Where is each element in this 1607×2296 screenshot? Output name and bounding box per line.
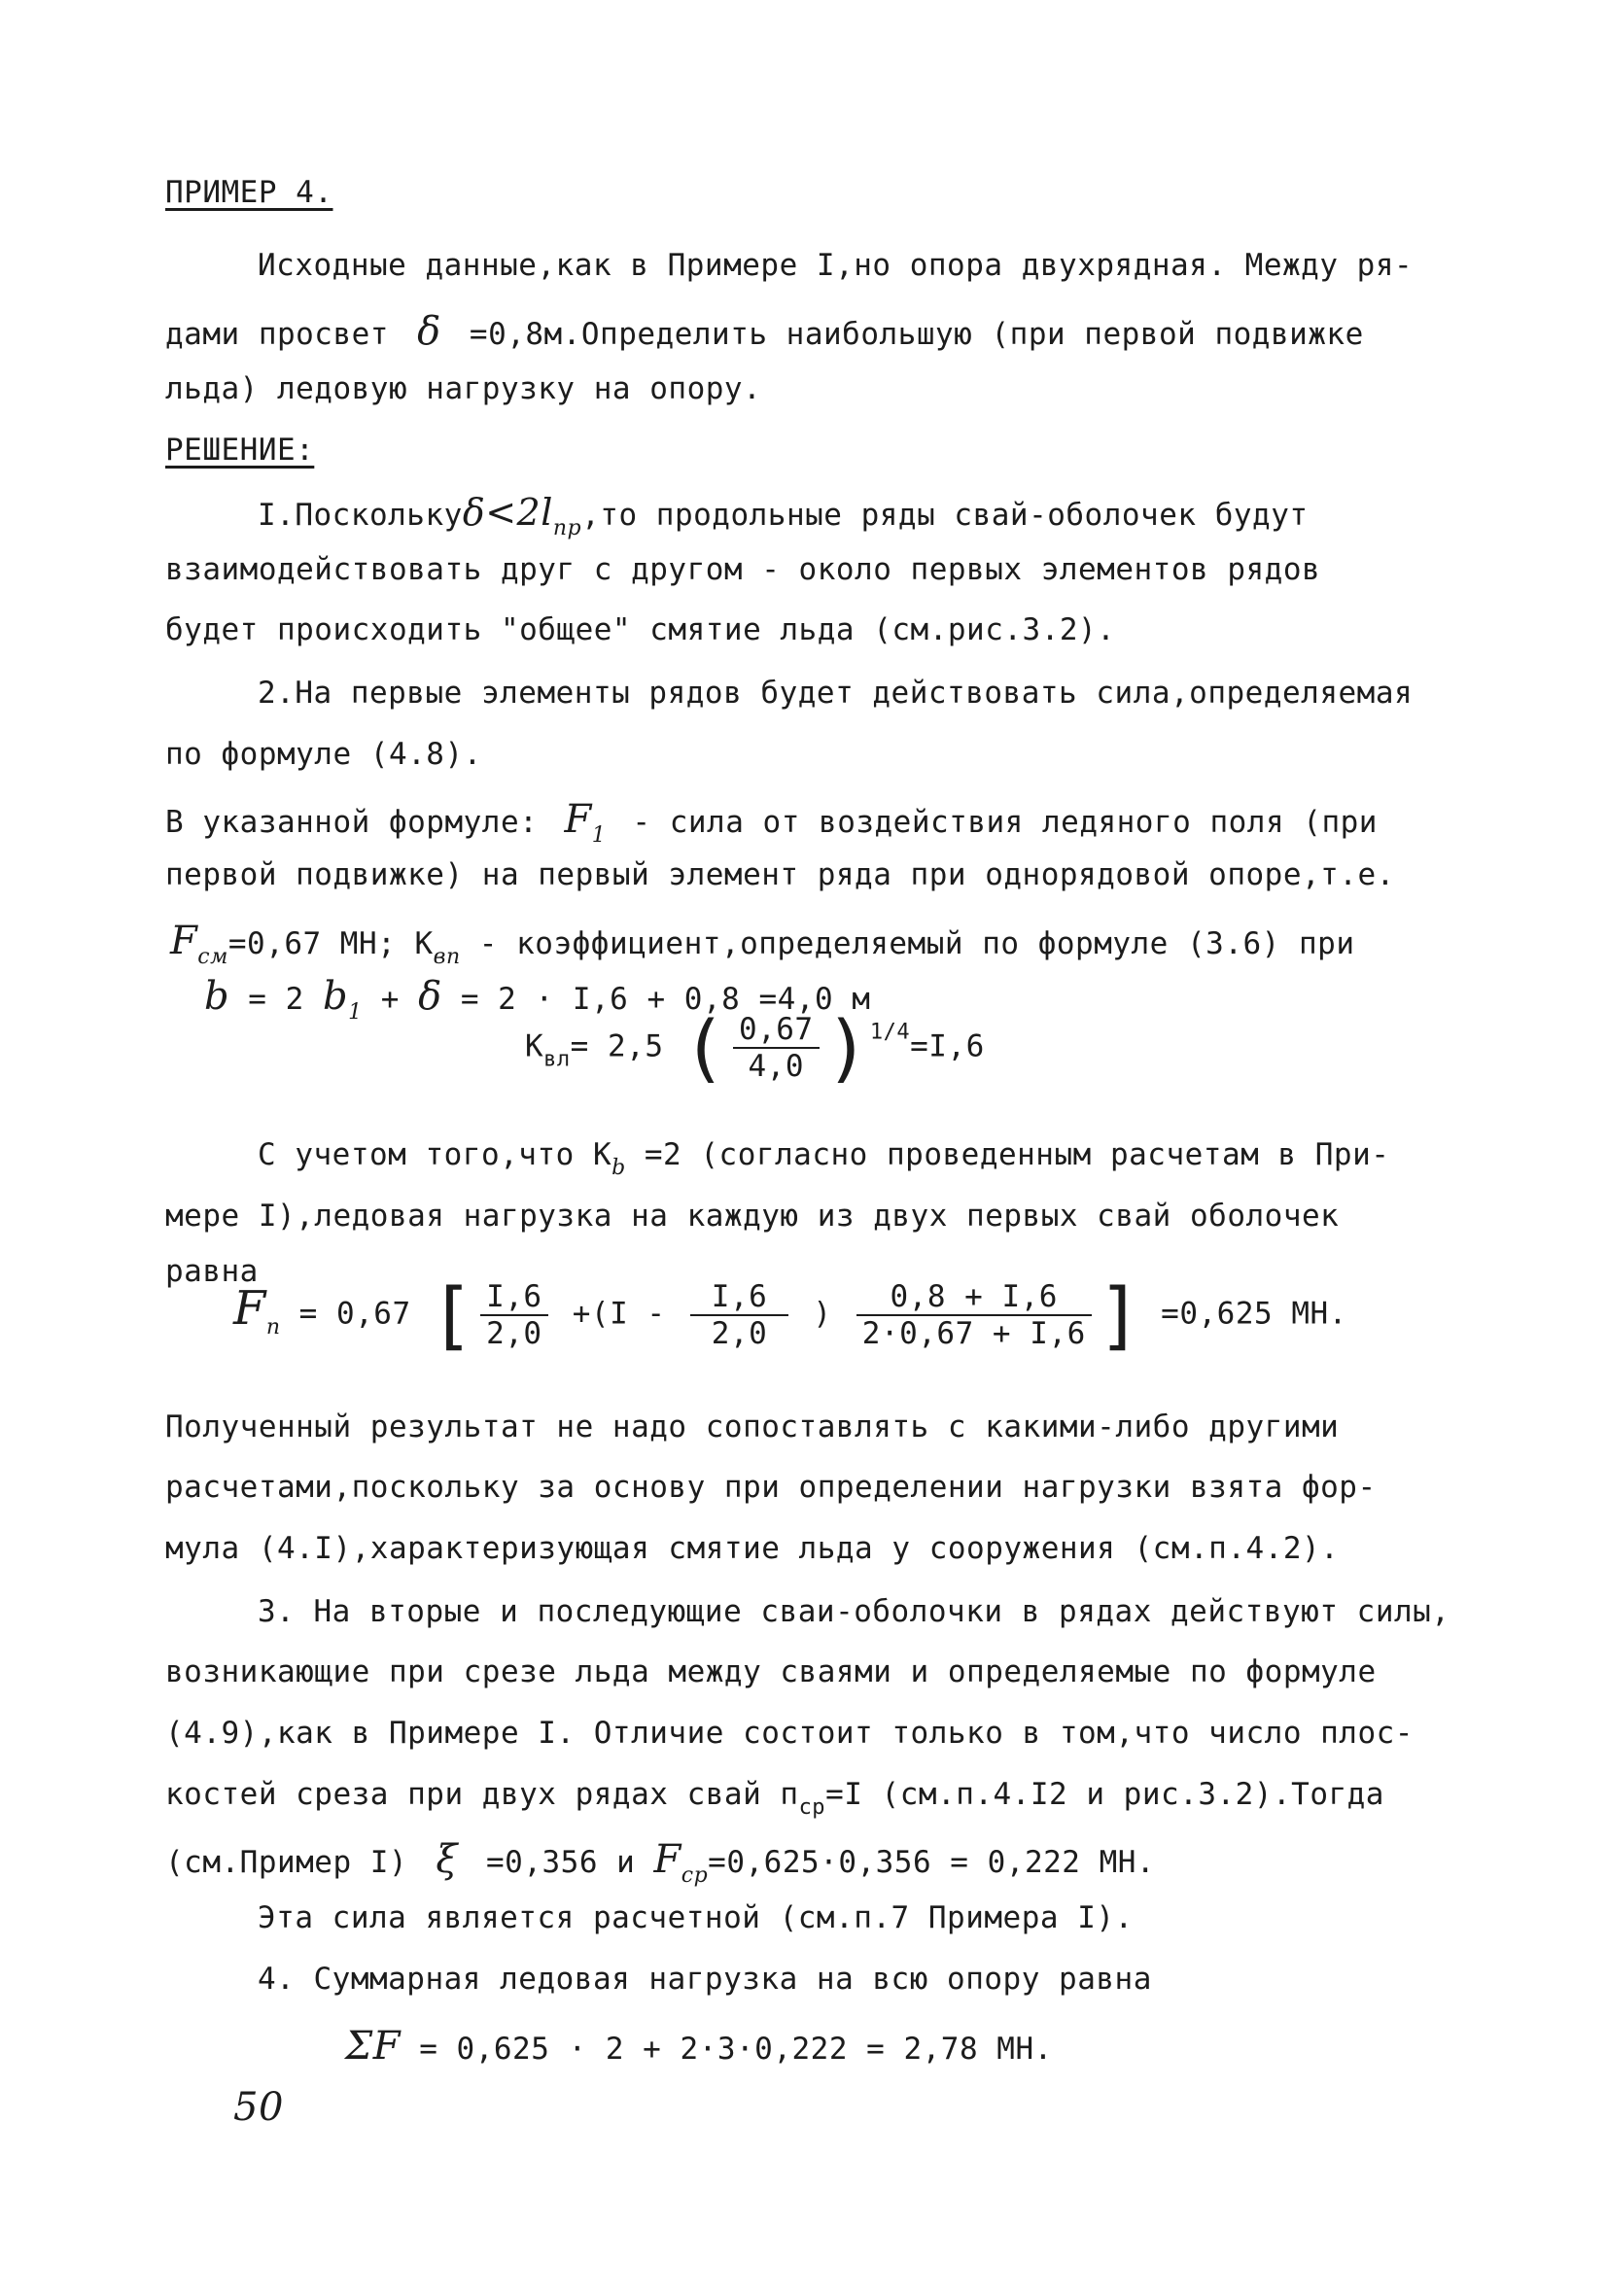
result-line2: расчетами,поскольку за основу при определении нагрузки взята фор- bbox=[165, 1470, 1377, 1505]
step3-tail: Эта сила является расчетной (см.п.7 Примера I). bbox=[258, 1900, 1134, 1935]
kb-line2: мере I),ледовая нагрузка на каждую из двух первых свай оболочек bbox=[165, 1199, 1340, 1234]
para1-line1: Исходные данные,как в Примере I,но опора двухрядная. Между ря- bbox=[258, 248, 1414, 283]
step3-line2: возникающие при срезе льда между сваями и определяемые по формуле bbox=[165, 1654, 1377, 1689]
xi-symbol: ξ bbox=[436, 1837, 458, 1882]
result-line1: Полученный результат не надо сопоставлять с какими-либо другими bbox=[165, 1409, 1340, 1444]
step3-line5: (см.Пример I) ξ =0,356 и $F_{ср}=0,625\cdot 0,356 = 0,222$ МН. bbox=[165, 1837, 1156, 1888]
fn-symbol: $F_п$ bbox=[233, 1280, 281, 1339]
delta-symbol: δ bbox=[417, 309, 441, 354]
step2-line5: $F_{см}=0,67$ МН; $К_{вп}$ - коэффициент,определяемый по формуле (3.6) при bbox=[170, 919, 1355, 969]
formula-b: b = 2 $b_1 + \delta = 2 \cdot I,6 + 0,8 =4,0$ м bbox=[204, 974, 871, 1025]
step1-line2: взаимодействовать друг с другом - около первых элементов рядов bbox=[165, 552, 1321, 587]
step4-line: 4. Суммарная ледовая нагрузка на всю опору равна bbox=[258, 1962, 1152, 1997]
step2-line1: 2.На первые элементы рядов будет действовать сила,определяемая bbox=[258, 676, 1414, 711]
fcp-symbol: $F_{ср}$ bbox=[653, 1837, 709, 1888]
step2-line2: по формуле (4.8). bbox=[165, 737, 482, 772]
formula-fn: $F_п = 0,67$ [ $\frac{I,6}{2,0}$ +(I - $\frac{I,6}{2,0}$ ) $\frac{0,8 + I,6}{2\cdot 0,67 + I,6}$ ] =0,625 МН. bbox=[233, 1271, 1347, 1358]
step1-line3: будет происходить "общее" смятие льда (см.рис.3.2). bbox=[165, 612, 1116, 647]
page-number: 50 bbox=[233, 2085, 284, 2130]
step3-line4: костей среза при двух рядах свай $п_{ср}=I$ (см.п.4.I2 и рис.3.2).Тогда bbox=[165, 1777, 1384, 1820]
step2-line4: первой подвижке) на первый элемент ряда при однорядовой опоре,т.е. bbox=[165, 857, 1395, 892]
fraction-fn-2: $\frac{I,6}{2,0}$ bbox=[690, 1279, 789, 1351]
step3-line1: 3. На вторые и последующие сваи-оболочки в рядах действуют силы, bbox=[258, 1594, 1450, 1629]
formula-kvl: $К_{вл}= 2,5$ ( $\frac{0,67}{4,0}$ )$^{1/4}$=I,6 bbox=[525, 1004, 985, 1091]
solution-heading: РЕШЕНИЕ: bbox=[165, 433, 315, 468]
step2-line3: В указанной формуле: $F_1$ - сила от воздействия ледяного поля (при bbox=[165, 797, 1378, 848]
para1-line2: дами просвет δ =0,8м.Определить наибольшую (при первой подвижке bbox=[165, 309, 1364, 354]
f1-symbol: $F_1$ bbox=[564, 797, 607, 848]
kb-line3: равна bbox=[165, 1254, 259, 1289]
condition-formula: $\delta<2l_{пр}$ bbox=[462, 491, 582, 540]
step1-line1: $I.Поскольку\delta<2l_{пр},то$ продольные ряды свай-оболочек будут bbox=[258, 491, 1309, 540]
kb-line1: С учетом того,что $К_b =2$ (согласно проведенным расчетам в При- bbox=[258, 1137, 1390, 1180]
sum-f-symbol: ΣF bbox=[345, 2024, 402, 2069]
result-line3: мула (4.I),характеризующая смятие льда у сооружения (см.п.4.2). bbox=[165, 1531, 1340, 1566]
fraction-fn-3: $\frac{0,8 + I,6}{2\cdot 0,67 + I,6}$ bbox=[856, 1279, 1092, 1351]
step3-line3: (4.9),как в Примере I. Отличие состоит только в том,что число плос- bbox=[165, 1716, 1414, 1751]
para1-line3: льда) ледовую нагрузку на опору. bbox=[165, 371, 762, 406]
fcm-symbol: $F_{см}$ bbox=[170, 919, 228, 969]
fraction-fn-1: $\frac{I,6}{2,0}$ bbox=[480, 1279, 548, 1351]
example-title: ПРИМЕР 4. bbox=[165, 175, 333, 210]
fraction-kvl: $\frac{0,67}{4,0}$ bbox=[733, 1012, 820, 1084]
formula-sum: ΣF = 0,625 · 2 + 2·3·0,222 = 2,78 МН. bbox=[345, 2024, 1053, 2069]
